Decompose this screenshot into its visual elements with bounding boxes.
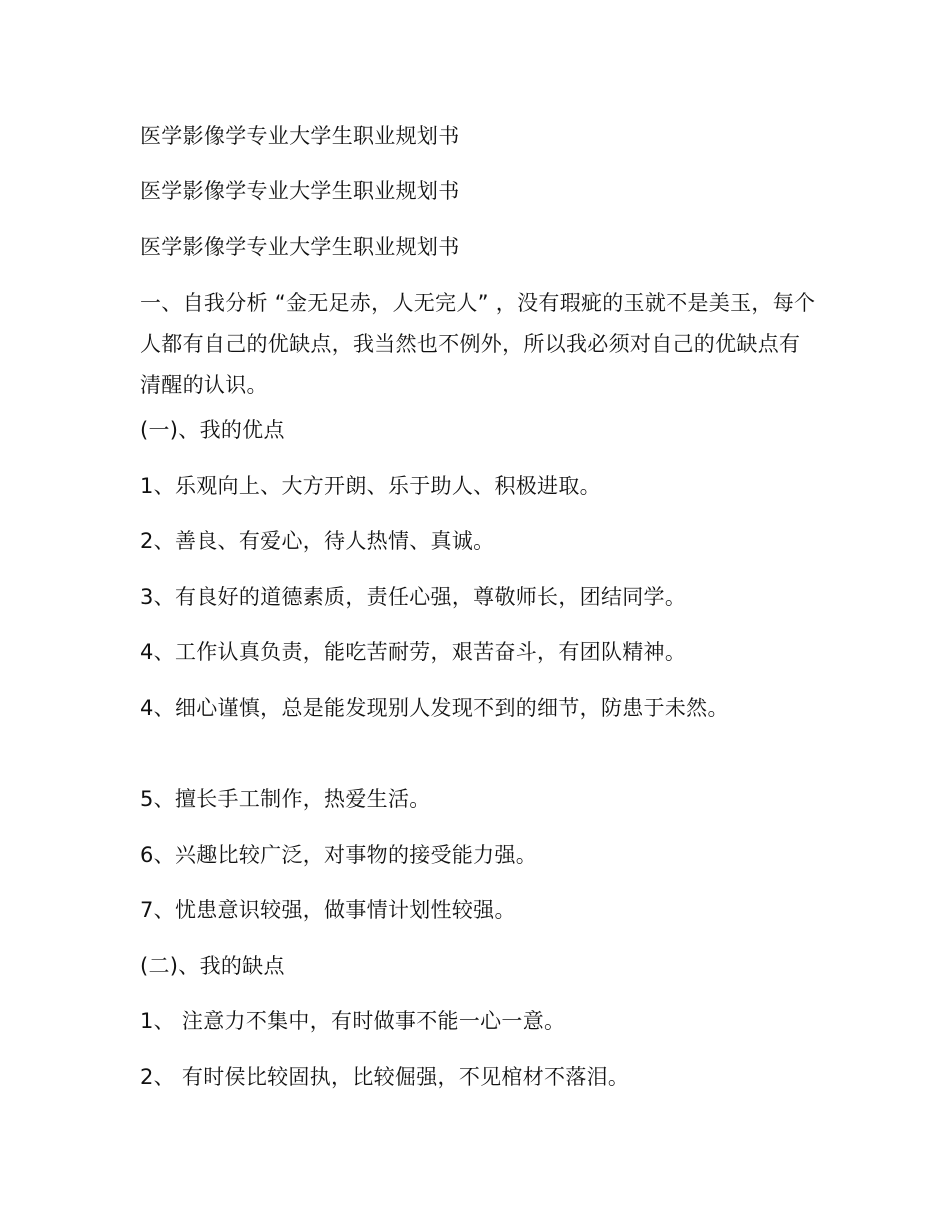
intro-paragraph: 一、自我分析 “金无足赤，人无完人” ，没有瑕疵的玉就不是美玉，每个人都有自己的优缺点，我当然也不例外，所以我必须对自己的优缺点有清醒的认识。 bbox=[140, 291, 816, 397]
weakness-item-1: 1、 注意力不集中，有时做事不能一心一意。 bbox=[140, 1009, 566, 1033]
strengths-heading: (一)、我的优点 bbox=[140, 418, 285, 442]
strength-item-2: 2、善良、有爱心，待人热情、真诚。 bbox=[140, 529, 495, 553]
strength-item-6: 6、兴趣比较广泛，对事物的接受能力强。 bbox=[140, 843, 538, 867]
weakness-item-2: 2、 有时侯比较固执，比较倔强，不见棺材不落泪。 bbox=[140, 1065, 630, 1089]
strength-item-4: 4、工作认真负责，能吃苦耐劳，艰苦奋斗，有团队精神。 bbox=[140, 640, 687, 664]
strength-item-7: 7、忧患意识较强，做事情计划性较强。 bbox=[140, 898, 516, 922]
strength-item-1: 1、乐观向上、大方开朗、乐于助人、积极进取。 bbox=[140, 474, 601, 498]
strength-item-3: 3、有良好的道德素质，责任心强，尊敬师长，团结同学。 bbox=[140, 585, 687, 609]
strength-item-5: 5、擅长手工制作，热爱生活。 bbox=[140, 787, 431, 811]
document-title-line-1: 医学影像学专业大学生职业规划书 bbox=[140, 124, 460, 148]
document-title-line-3: 医学影像学专业大学生职业规划书 bbox=[140, 235, 460, 259]
strength-item-4b: 4、细心谨慎，总是能发现别人发现不到的细节，防患于未然。 bbox=[140, 696, 729, 720]
weaknesses-heading: (二)、我的缺点 bbox=[140, 954, 285, 978]
document-title-line-2: 医学影像学专业大学生职业规划书 bbox=[140, 179, 460, 203]
